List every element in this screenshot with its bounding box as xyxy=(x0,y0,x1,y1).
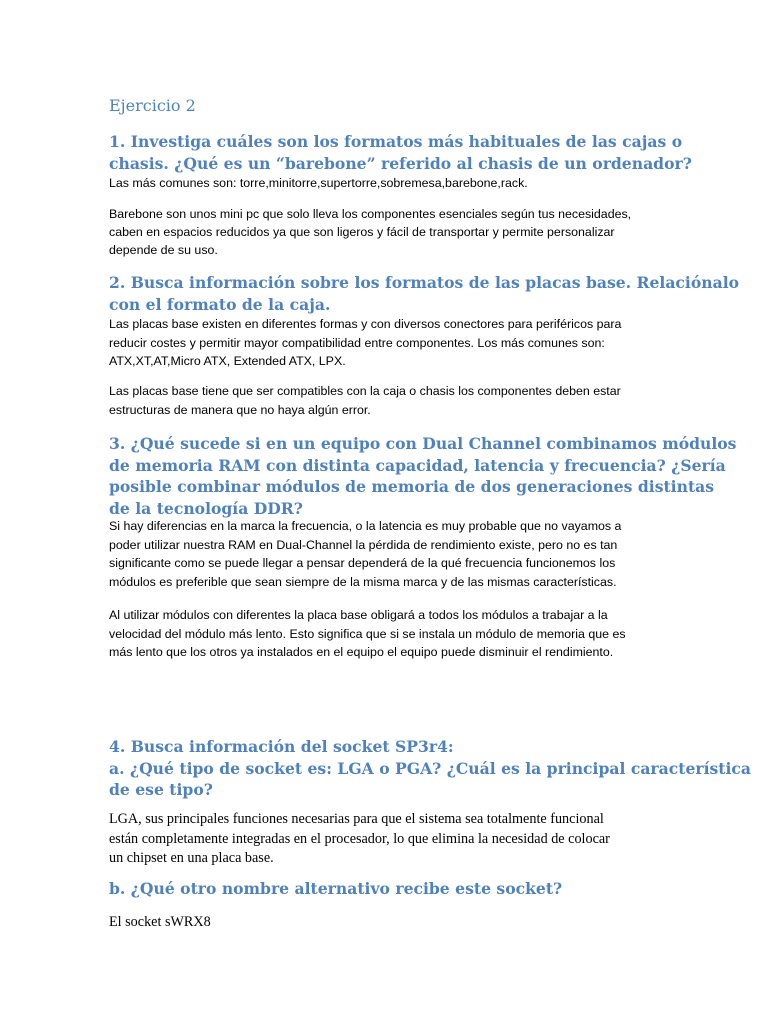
question-2-heading xyxy=(109,272,739,315)
answer-line: ATX,XT,AT,Micro ATX, Extended ATX, LPX. xyxy=(109,354,346,369)
question-1-heading-line: chasis. ¿Qué es un “barebone” referido al chasis de un ordenador? xyxy=(109,153,692,173)
answer-line: Las más comunes son: torre,minitorre,supertorre,sobremesa,barebone,rack. xyxy=(109,176,528,190)
answer-line: un chipset en una placa base. xyxy=(109,850,274,866)
question-2-answer-paragraph-2 xyxy=(109,382,621,419)
question-3-heading-line: de la tecnología DDR? xyxy=(109,499,303,519)
answer-line: están completamente integradas en el procesador, lo que elimina la necesidad de colocar xyxy=(109,830,610,847)
answer-line: velocidad del módulo más lento. Esto significa que si se instala un módulo de memoria que es xyxy=(109,626,626,641)
question-3-answer-paragraph-1 xyxy=(109,517,621,591)
question-4-heading xyxy=(109,736,751,801)
question-2-heading-line: 2. Busca información sobre los formatos de las placas base. Relaciónalo xyxy=(109,273,740,292)
answer-line: LGA, sus principales funciones necesarias para que el sistema sea totalmente funcional xyxy=(109,811,604,827)
question-1-answer-paragraph-1 xyxy=(109,174,528,192)
answer-line: estructuras de manera que no haya algún error. xyxy=(109,402,371,417)
question-2-answer-paragraph-1 xyxy=(109,315,621,371)
answer-line: reducir costes y permitir mayor compatibilidad entre componentes. Los más comunes son: xyxy=(109,335,605,350)
question-4-heading-line: 4. Busca información del socket SP3r4: xyxy=(109,737,454,756)
question-3-answer-paragraph-2 xyxy=(109,606,626,662)
answer-line: más lento que los otros ya instalados en el equipo el equipo puede disminuir el rendimiento. xyxy=(109,645,614,660)
question-3-heading-line: de memoria RAM con distinta capacidad, latencia y frecuencia? ¿Sería xyxy=(109,455,726,475)
answer-line: Al utilizar módulos con diferentes la placa base obligará a todos los módulos a trabajar a la xyxy=(109,608,608,622)
question-2-heading-line: con el formato de la caja. xyxy=(109,294,331,314)
question-4-heading-line: de ese tipo? xyxy=(109,780,213,800)
question-4a-answer xyxy=(109,810,610,869)
question-1-heading xyxy=(109,131,692,174)
answer-line: Las placas base tiene que ser compatibles con la caja o chasis los componentes deben estar xyxy=(109,384,621,398)
question-1-heading-line: 1. Investiga cuáles son los formatos más habituales de las cajas o xyxy=(109,132,683,151)
answer-line: poder utilizar nuestra RAM en Dual-Channel la pérdida de rendimiento existe, pero no es tan xyxy=(109,537,618,552)
question-4b-answer: El socket sWRX8 xyxy=(109,914,211,930)
answer-line: Las placas base existen en diferentes formas y con diversos conectores para periféricos para xyxy=(109,317,622,331)
answer-line: Si hay diferencias en la marca la frecuencia, o la latencia es muy probable que no vayamos a xyxy=(109,519,622,533)
question-3-heading xyxy=(109,433,736,520)
question-3-heading-line: 3. ¿Qué sucede si en un equipo con Dual Channel combinamos módulos xyxy=(109,434,737,453)
question-4-heading-line: a. ¿Qué tipo de socket es: LGA o PGA? ¿Cuál es la principal característica xyxy=(109,758,752,778)
exercise-title: Ejercicio 2 xyxy=(109,96,196,115)
answer-line: módulos es preferible que sean siempre de la misma marca y de las mismas características. xyxy=(109,574,617,589)
answer-line: depende de su uso. xyxy=(109,243,218,257)
question-4b-heading: b. ¿Qué otro nombre alternativo recibe este socket? xyxy=(109,879,563,898)
answer-line: significante como se puede llegar a pensar dependerá de la qué frecuencia funcionemos los xyxy=(109,556,616,571)
answer-line: Barebone son unos mini pc que solo lleva los componentes esenciales según tus necesidades, xyxy=(109,207,632,221)
answer-line: caben en espacios reducidos ya que son ligeros y fácil de transportar y permite personalizar xyxy=(109,225,615,239)
question-3-heading-line: posible combinar módulos de memoria de dos generaciones distintas xyxy=(109,477,715,497)
question-1-answer-paragraph-2 xyxy=(109,205,631,259)
